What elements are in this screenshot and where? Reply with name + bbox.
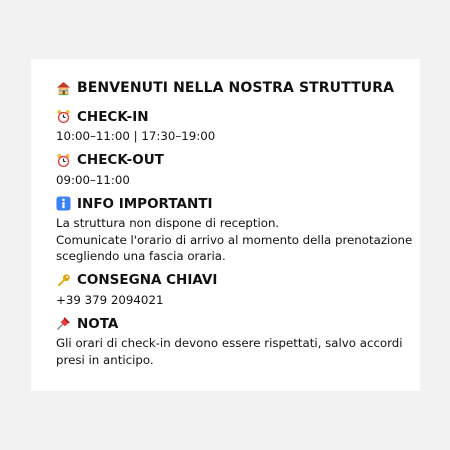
info-line: Comunicate l'orario di arrivo al momento della prenotazione <box>56 232 413 247</box>
info-section <box>56 194 413 265</box>
note-section <box>56 314 408 368</box>
phone-number: +39 379 2094021 <box>56 292 164 307</box>
checkout-hours: 09:00–11:00 <box>56 172 130 187</box>
alarm-clock-icon <box>56 109 71 124</box>
checkin-section <box>56 107 408 145</box>
title-text: BENVENUTI NELLA NOSTRA STRUTTURA <box>77 80 395 96</box>
checkout-heading-text: CHECK-OUT <box>77 152 164 168</box>
info-icon <box>56 196 71 211</box>
checkout-heading <box>56 151 408 170</box>
keys-heading <box>56 271 408 290</box>
info-line: La struttura non dispone di reception. <box>56 216 280 230</box>
checkout-section <box>56 151 408 189</box>
info-line: scegliendo una fascia oraria. <box>56 249 226 263</box>
info-heading <box>56 194 408 213</box>
keys-heading-text: CONSEGNA CHIAVI <box>77 272 218 288</box>
checkin-heading-text: CHECK-IN <box>77 108 149 125</box>
note-line: presi in anticipo. <box>56 352 154 367</box>
card-title <box>56 78 408 98</box>
note-heading <box>56 314 408 333</box>
pushpin-icon <box>56 316 71 331</box>
note-line: Gli orari di check-in devono essere rispettati, salvo accordi <box>56 336 403 350</box>
alarm-clock-icon <box>56 153 71 168</box>
info-heading-text: INFO IMPORTANTI <box>77 195 213 212</box>
checkin-heading <box>56 107 408 126</box>
info-card <box>31 59 420 391</box>
house-icon <box>56 81 71 96</box>
note-heading-text: NOTA <box>77 315 119 332</box>
key-icon <box>56 273 71 288</box>
checkin-hours: 10:00–11:00 | 17:30–19:00 <box>56 129 216 143</box>
keys-section <box>56 271 408 309</box>
